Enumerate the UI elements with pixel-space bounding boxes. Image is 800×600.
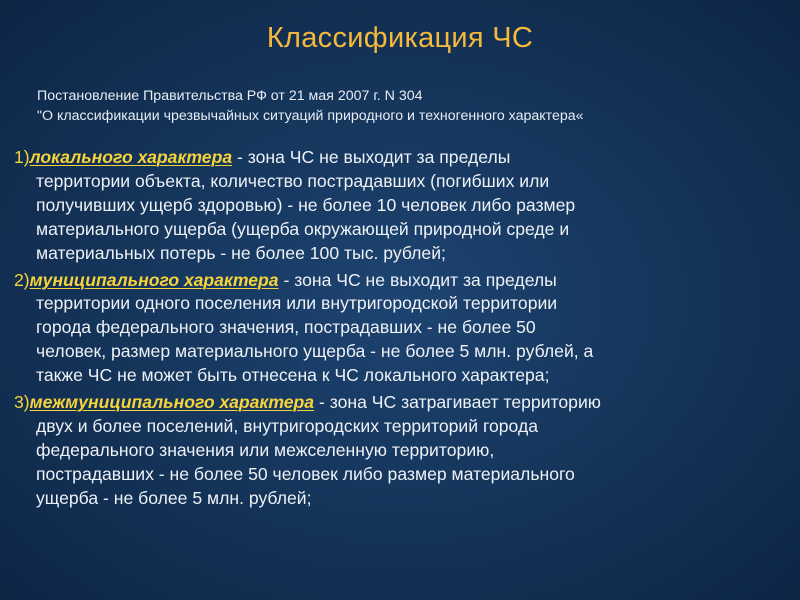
item-text-line: города федерального значения, пострадавших - не более 50 <box>36 317 536 338</box>
item-term: локального характера <box>29 147 233 167</box>
item-definition-start: - зона ЧС затрагивает территорию <box>314 392 601 413</box>
slide-title: Классификация ЧС <box>266 22 534 54</box>
item-first-line <box>14 391 794 415</box>
item-text-line: пострадавших - не более 50 человек либо размер материального <box>36 463 575 484</box>
item-text-line: человек, размер материального ущерба - не более 5 млн. рублей, а <box>36 341 594 362</box>
list-item-intermunicipal <box>14 391 794 511</box>
classification-list <box>14 146 794 514</box>
item-definition-start: - зона ЧС не выходит за пределы <box>232 147 511 167</box>
item-number: 1) <box>14 147 30 167</box>
item-number: 3) <box>14 392 30 413</box>
list-item-local <box>14 146 794 266</box>
item-text-line: ущерба - не более 5 млн. рублей; <box>36 487 312 508</box>
item-text-line: территории одного поселения или внутригородской территории <box>36 293 558 314</box>
item-text-line: материального ущерба (ущерба окружающей природной среде и <box>36 218 570 239</box>
decree-title-line: "О классификации чрезвычайных ситуаций природного и техногенного характера« <box>37 108 584 124</box>
item-text-line: федерального значения или межселенную территорию, <box>36 439 495 460</box>
item-text-line: также ЧС не может быть отнесена к ЧС локального характера; <box>36 365 550 386</box>
item-term: муниципального характера <box>29 269 279 290</box>
list-item-municipal <box>14 269 794 389</box>
item-definition-start: - зона ЧС не выходит за пределы <box>278 269 557 290</box>
item-first-line <box>14 269 794 293</box>
item-text-line: двух и более поселений, внутригородских территорий города <box>36 415 538 436</box>
decree-line: Постановление Правительства РФ от 21 мая 2007 г. N 304 <box>37 88 423 104</box>
item-term: межмуниципального характера <box>29 392 315 413</box>
item-text-line: материальных потерь - не более 100 тыс. рублей; <box>36 242 446 263</box>
item-text-line: территории объекта, количество пострадавших (погибших или <box>36 170 550 191</box>
item-text-line: получивших ущерб здоровью) - не более 10 человек либо размер <box>36 194 576 215</box>
item-first-line <box>14 146 794 170</box>
decree-reference <box>37 86 777 126</box>
item-number: 2) <box>14 269 30 290</box>
